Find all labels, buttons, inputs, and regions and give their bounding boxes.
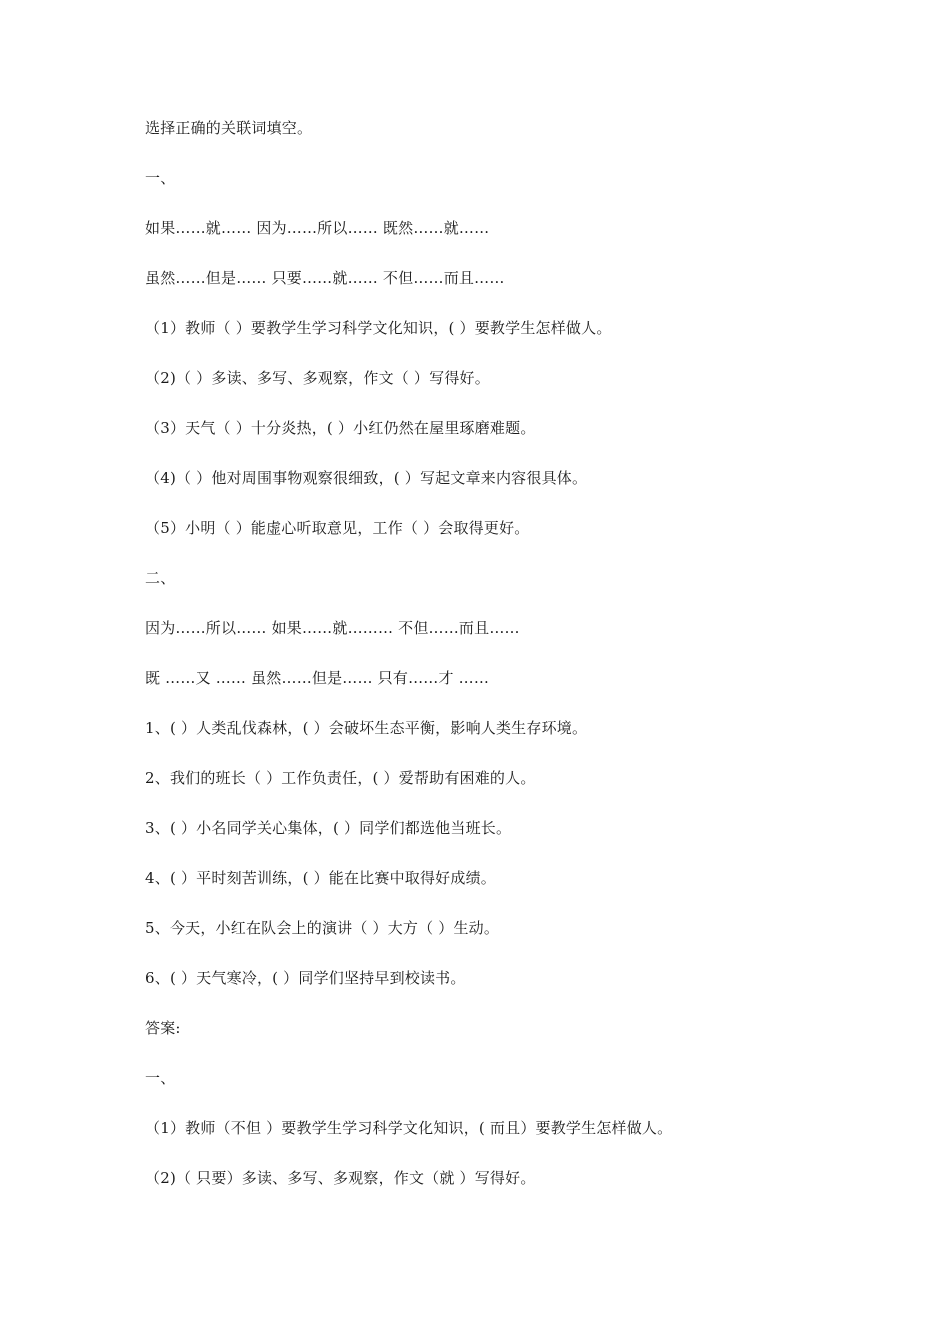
part2-question: 2、我们的班长（ ）工作负责任，( ）爱帮助有困难的人。 [145, 769, 536, 787]
part2-question: 5、今天，小红在队会上的演讲（ ）大方（ ）生动。 [145, 919, 500, 937]
part2-question: 3、( ）小名同学关心集体，( ）同学们都选他当班长。 [145, 819, 512, 837]
answers-part1-heading: 一、 [145, 1069, 176, 1087]
part1-question: （5）小明（ ）能虚心听取意见，工作（ ）会取得更好。 [145, 519, 530, 537]
part2-question: 1、( ）人类乱伐森林，( ）会破坏生态平衡，影响人类生存环境。 [145, 719, 588, 737]
part2-question: 4、( ）平时刻苦训练，( ）能在比赛中取得好成绩。 [145, 869, 496, 887]
part1-question: （1）教师（ ）要教学生学习科学文化知识，( ）要教学生怎样做人。 [145, 319, 612, 337]
part1-question: （4)（ ）他对周围事物观察很细致，( ）写起文章来内容很具体。 [145, 469, 588, 487]
part2-options-line2: 既 ……又 …… 虽然……但是…… 只有……才 …… [145, 669, 490, 687]
part1-options-line1: 如果……就…… 因为……所以…… 既然……就…… [145, 219, 490, 237]
part1-question: （3）天气（ ）十分炎热，( ）小红仍然在屋里琢磨难题。 [145, 419, 536, 437]
answer-item: （1）教师（不但 ）要教学生学习科学文化知识，( 而且）要教学生怎样做人。 [145, 1119, 673, 1137]
part2-question: 6、( ）天气寒冷，( ）同学们坚持早到校读书。 [145, 969, 466, 987]
part1-options-line2: 虽然……但是…… 只要……就…… 不但……而且…… [145, 269, 505, 287]
document-title: 选择正确的关联词填空。 [145, 119, 313, 137]
part1-question: （2)（ ）多读、多写、多观察，作文（ ）写得好。 [145, 369, 490, 387]
answer-item: （2)（ 只要）多读、多写、多观察，作文（就 ）写得好。 [145, 1169, 536, 1187]
part2-heading: 二、 [145, 569, 176, 587]
part2-options-line1: 因为……所以…… 如果……就……… 不但……而且…… [145, 619, 520, 637]
answers-heading: 答案: [145, 1019, 181, 1037]
part1-heading: 一、 [145, 169, 176, 187]
